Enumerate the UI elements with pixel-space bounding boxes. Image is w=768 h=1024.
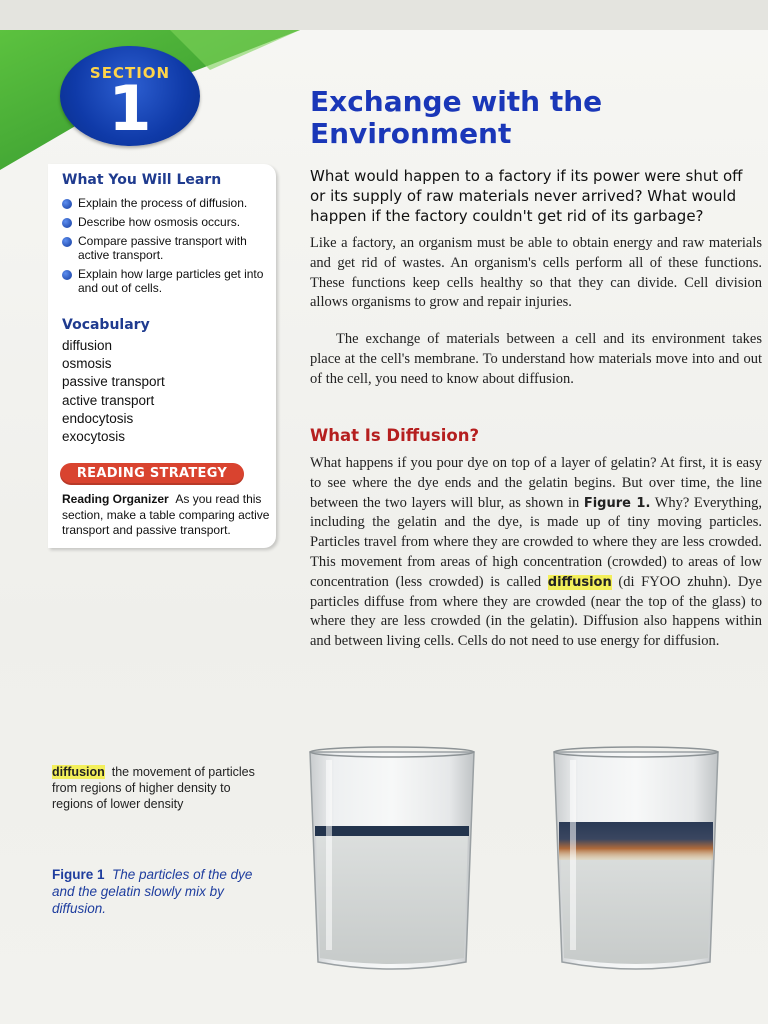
glass-after: [554, 747, 718, 969]
vocabulary-list: [62, 337, 165, 446]
paragraph-text: (di FYOO zhuhn). Dye particles diffuse from where they are crowded (near the top of the glass) to where they are less crowded (in the gelatin). Diffusion also happens within and between living cells. Cells do not need to use energy for diffusion.: [310, 573, 762, 650]
reading-strategy-banner: READING STRATEGY: [60, 463, 244, 485]
margin-definition: [52, 764, 272, 812]
diffusion-heading: What Is Diffusion?: [310, 426, 480, 445]
bullet-icon: [62, 270, 72, 280]
reading-organizer-label: Reading Organizer: [62, 492, 169, 506]
page-title: Exchange with the Environment: [310, 85, 603, 150]
vocab-item: osmosis: [62, 356, 112, 372]
body-paragraph-1: Like a factory, an organism must be able to obtain energy and raw materials and get rid of wastes. An organism's cells perform all of these functions. These functions keep cells healthy so that they can divide. Cell division allows organisms to grow and repair injuries.: [310, 235, 762, 311]
vocab-item: endocytosis: [62, 410, 134, 426]
learn-item-text: Describe how osmosis occurs.: [78, 215, 241, 229]
learn-heading: What You Will Learn: [62, 172, 222, 188]
list-item: [62, 267, 272, 295]
paragraph-text: Why? Everything, including the gelatin and the dye, is made up of tiny moving particles. Particles travel from where they are crowded to where they are less crowded. This movement from areas of high concentration (crowded) to areas of low concentration (less crowded) is called: [310, 494, 762, 590]
bullet-icon: [62, 218, 72, 228]
vocab-item: passive transport: [62, 374, 165, 390]
section-label: SECTION: [89, 64, 171, 82]
learn-item-text: Explain how large particles get into and out of cells.: [78, 267, 264, 295]
paragraph-text: What happens if you pour dye on top of a layer of gelatin? At first, it is easy to see where the dye ends and the gelatin begins. But over time, the line between the two layers will blur, as shown in: [310, 455, 762, 511]
list-item: [62, 215, 272, 229]
diffusion-term: diffusion: [547, 574, 612, 590]
figure-caption: [52, 866, 272, 917]
definition-term: diffusion: [52, 765, 105, 779]
vocabulary-heading: Vocabulary: [62, 317, 150, 333]
vocab-item: exocytosis: [62, 429, 126, 445]
section-number: 1: [108, 72, 152, 145]
vocab-item: diffusion: [62, 338, 113, 353]
figure-caption-text: The particles of the dye and the gelatin slowly mix by diffusion.: [52, 867, 253, 916]
page-top-band: [0, 0, 768, 30]
learn-item-text: Explain the process of diffusion.: [78, 196, 248, 210]
bullet-icon: [62, 237, 72, 247]
learning-objectives-list: [62, 196, 272, 300]
figure-label: Figure 1: [52, 867, 105, 882]
reading-strategy-text: [62, 492, 272, 539]
body-paragraph-2: The exchange of materials between a cell and its environment takes place at the cell's membrane. To understand how materials move into and out of the cell, you need to know about diffusion.: [310, 331, 762, 387]
lead-question: What would happen to a factory if its power were shut off or its supply of raw materials never arrived? What would happen if the factory couldn't get rid of its garbage?: [310, 167, 743, 225]
section-badge: [60, 46, 200, 146]
learn-item-text: Compare passive transport with active transport.: [78, 234, 247, 262]
definition-text: the movement of particles from regions of higher density to regions of lower density: [52, 765, 255, 811]
diffusion-figure: [296, 740, 768, 990]
vocab-item: active transport: [62, 392, 155, 408]
bullet-icon: [62, 199, 72, 209]
list-item: [62, 234, 272, 262]
list-item: [62, 196, 272, 210]
body-paragraph-3: [310, 454, 762, 652]
figure-reference: Figure 1.: [583, 495, 651, 511]
glass-before: [310, 747, 474, 969]
reading-organizer-text: As you read this section, make a table comparing active transport and passive transport.: [62, 492, 270, 537]
